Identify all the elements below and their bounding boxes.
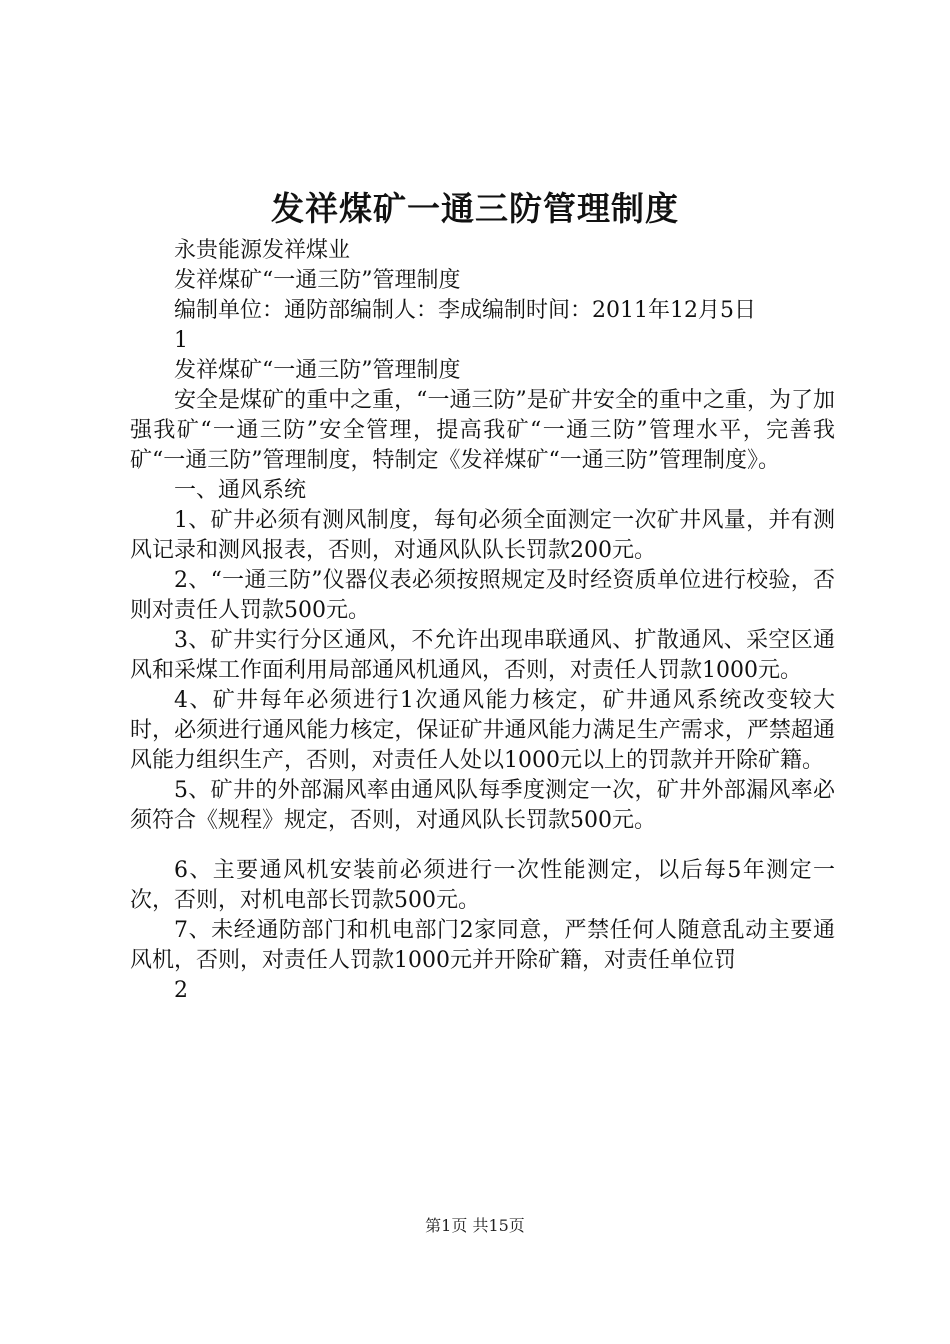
page-number-marker: 2 (174, 978, 188, 1003)
company-name: 永贵能源发祥煤业 (174, 238, 351, 263)
intro-paragraph: 安全是煤矿的重中之重，“一通三防”是矿井安全的重中之重，为了加强我矿“一通三防”安全管理，提高我矿“一通三防”管理水平，完善我矿“一通三防”管理制度，特制定《发祥煤矿“一通三防”管理制度》。 (130, 388, 835, 473)
page-footer: 第1页 共15页 (425, 1216, 525, 1235)
chapter-heading: 一、通风系统 (174, 478, 307, 503)
rule-item: 3、矿井实行分区通风，不允许出现串联通风、扩散通风、采空区通风和采煤工作面利用局部通风机通风，否则，对责任人罚款1000元。 (130, 628, 835, 683)
section-heading: 发祥煤矿“一通三防”管理制度 (174, 358, 461, 383)
rule-item: 1、矿井必须有测风制度，每旬必须全面测定一次矿井风量，并有测风记录和测风报表，否则，对通风队队长罚款200元。 (130, 508, 835, 563)
compile-info: 编制单位：通防部编制人：李成编制时间：2011年12月5日 (174, 298, 756, 323)
rule-item: 6、主要通风机安装前必须进行一次性能测定，以后每5年测定一次，否则，对机电部长罚款500元。 (130, 858, 835, 913)
rule-item: 5、矿井的外部漏风率由通风队每季度测定一次，矿井外部漏风率必须符合《规程》规定，否则，对通风队长罚款500元。 (130, 778, 835, 833)
document-title: 发祥煤矿一通三防管理制度 (271, 189, 679, 228)
document-body (130, 236, 835, 1006)
rule-item: 4、矿井每年必须进行1次通风能力核定，矿井通风系统改变较大时，必须进行通风能力核定，保证矿井通风能力满足生产需求，严禁超通风能力组织生产，否则，对责任人处以1000元以上的罚款并开除矿籍。 (130, 688, 835, 773)
page-number-marker: 1 (174, 328, 188, 353)
rule-item: 2、“一通三防”仪器仪表必须按照规定及时经资质单位进行校验，否则对责任人罚款500元。 (130, 568, 835, 623)
subtitle: 发祥煤矿“一通三防”管理制度 (174, 268, 461, 293)
rule-item: 7、未经通防部门和机电部门2家同意，严禁任何人随意乱动主要通风机，否则，对责任人罚款1000元并开除矿籍，对责任单位罚 (130, 918, 835, 973)
